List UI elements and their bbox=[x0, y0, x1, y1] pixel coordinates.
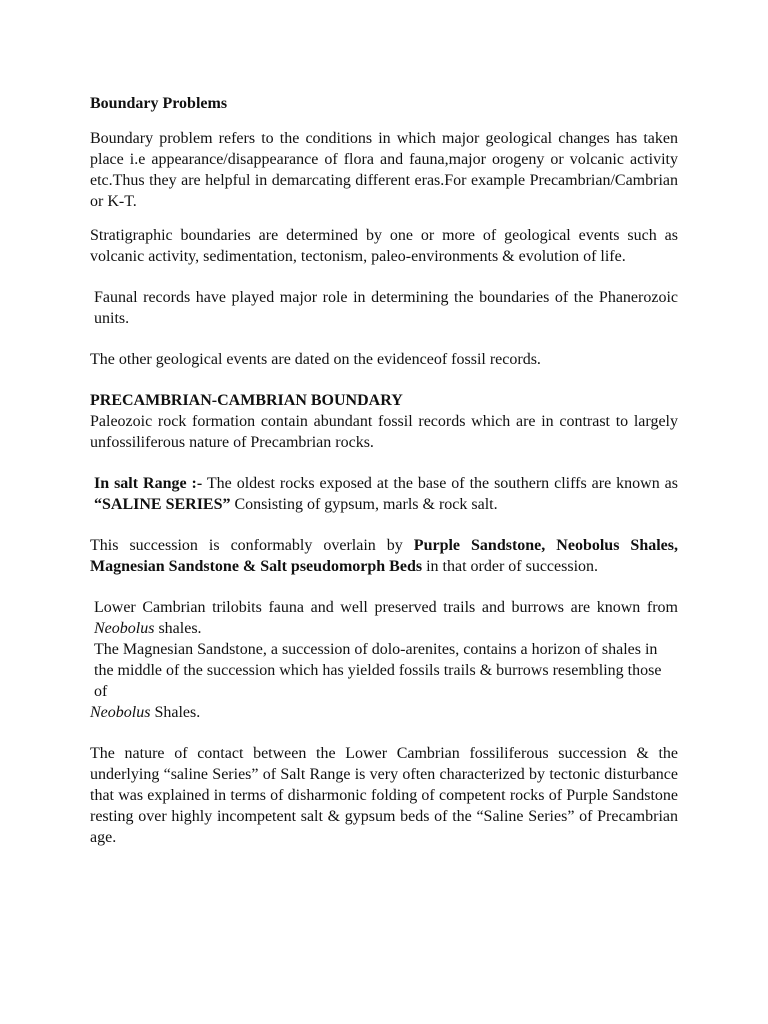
page-title: Boundary Problems bbox=[90, 95, 228, 112]
salt-range-label: In salt Range :- bbox=[94, 475, 203, 492]
saline-series-label: “SALINE SERIES” bbox=[94, 496, 231, 513]
paragraph-other-events: The other geological events are dated on the evidenceof fossil records. bbox=[90, 351, 541, 368]
paragraph-faunal-records: Faunal records have played major role in determining the boundaries of the Phanerozoic units. bbox=[94, 289, 678, 327]
paragraph-boundary-definition: Boundary problem refers to the conditions in which major geological changes has taken place i.e appearance/disappearance of flora and fauna,major orogeny or volcanic activity etc.Thus they are helpful in demarcating different eras.For example Precambrian/Cambrian or K-T. bbox=[90, 130, 678, 210]
neobolus-term: Neobolus bbox=[90, 704, 151, 721]
paragraph-paleozoic: Paleozoic rock formation contain abundant fossil records which are in contrast to largely unfossiliferous nature of Precambrian rocks. bbox=[90, 413, 678, 451]
paragraph-magnesian-sandstone: The Magnesian Sandstone, a succession of dolo-arenites, contains a horizon of shales in the middle of the succession which has yielded fossils trails & burrows resembling those of bbox=[94, 641, 662, 700]
paragraph-salt-range: In salt Range :- The oldest rocks exposed at the base of the southern cliffs are known as “SALINE SERIES” Consisting of gypsum, marls & rock salt. bbox=[94, 475, 679, 513]
paragraph-lower-cambrian: Lower Cambrian trilobits fauna and well preserved trails and burrows are known from Neobolus shales. bbox=[94, 599, 678, 637]
paragraph-nature-of-contact: The nature of contact between the Lower Cambrian fossiliferous succession & the underlying “saline Series” of Salt Range is very often characterized by tectonic disturbance that was explained in terms of disharmonic folding of competent rocks of Purple Sandstone resting over highly incompetent salt & gypsum beds of the “Saline Series” of Precambrian age. bbox=[90, 745, 678, 846]
document-body bbox=[90, 93, 678, 848]
paragraph-stratigraphic-boundaries: Stratigraphic boundaries are determined by one or more of geological events such as volcanic activity, sedimentation, tectonism, paleo-environments & evolution of life. bbox=[90, 227, 678, 265]
section-heading: PRECAMBRIAN-CAMBRIAN BOUNDARY bbox=[90, 392, 403, 409]
neobolus-term: Neobolus bbox=[94, 620, 155, 637]
paragraph-magnesian-sandstone-end: Neobolus Shales. bbox=[90, 704, 201, 721]
succession-units: Purple Sandstone, Neobolus Shales, Magnesian Sandstone & Salt pseudomorph Beds bbox=[90, 537, 678, 575]
paragraph-succession: This succession is conformably overlain by Purple Sandstone, Neobolus Shales, Magnesian Sandstone & Salt pseudomorph Beds in that order of succession. bbox=[90, 537, 678, 575]
